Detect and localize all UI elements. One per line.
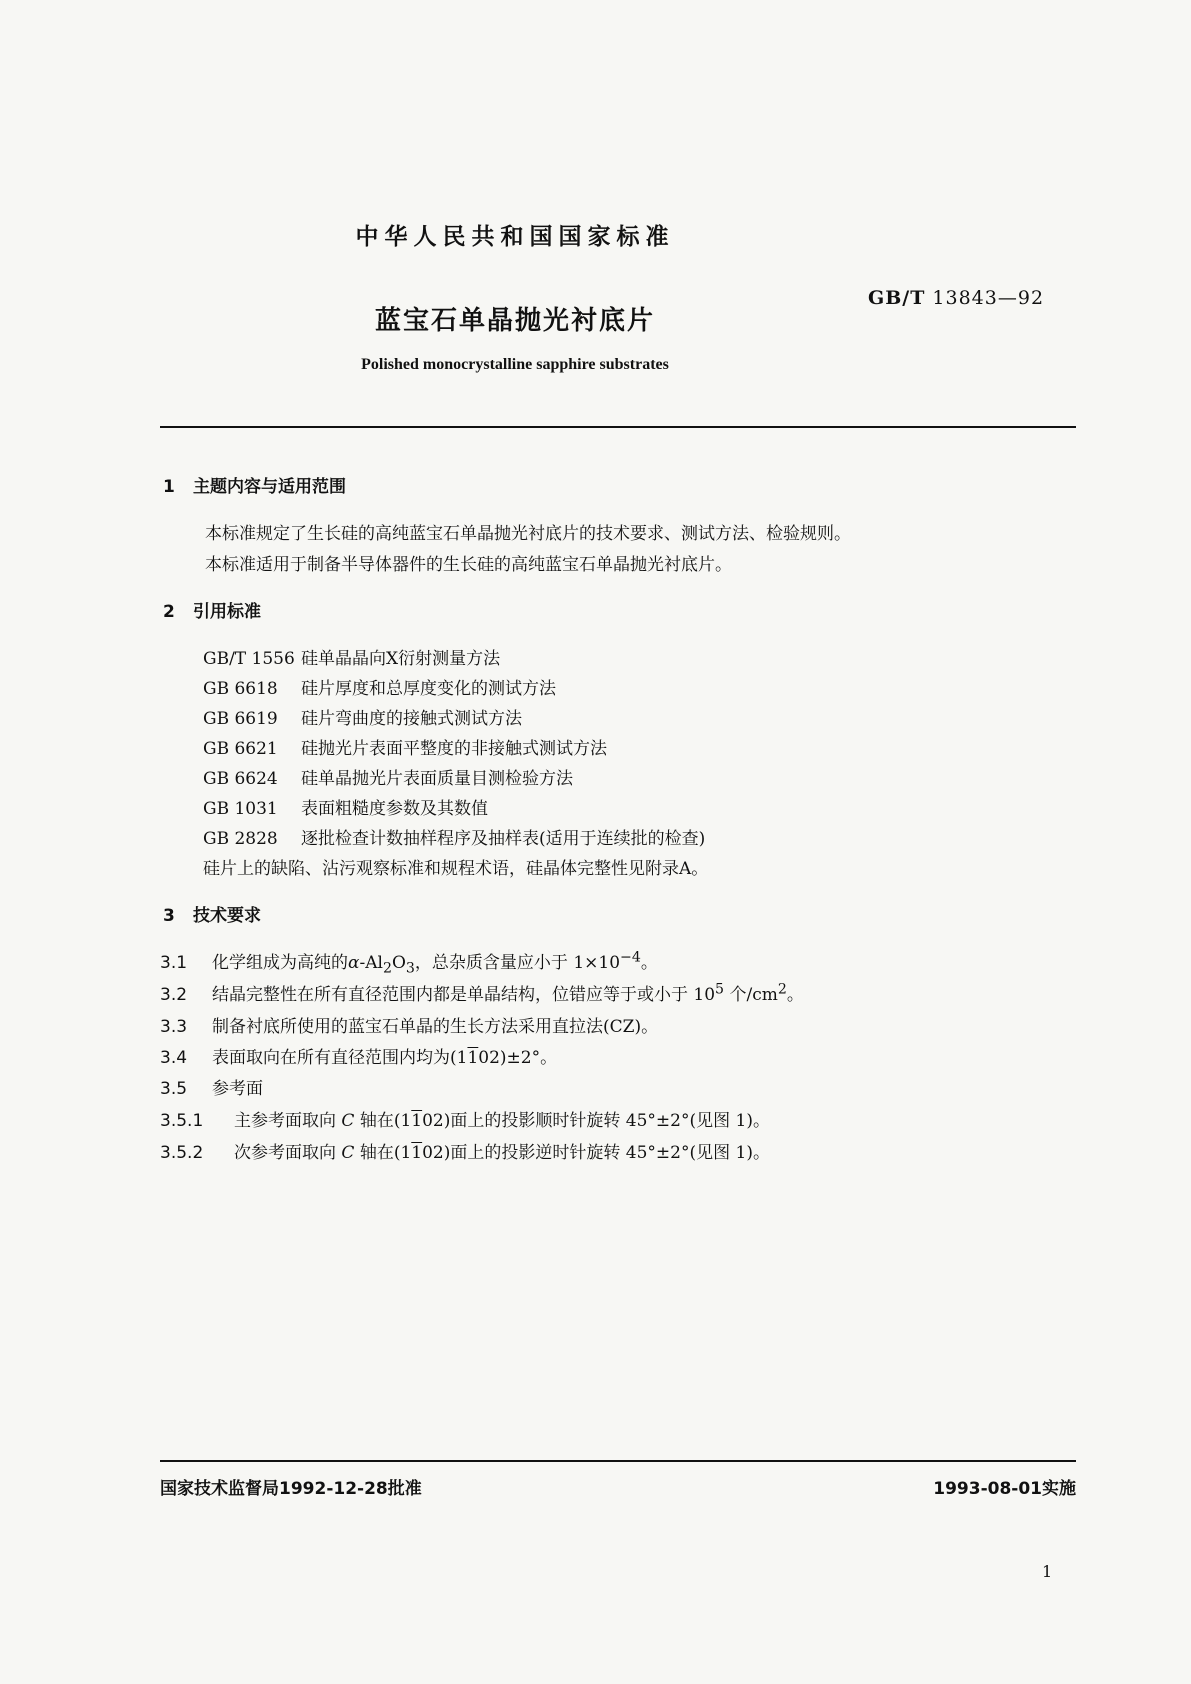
axis-symbol: C: [341, 1143, 355, 1163]
header-divider: [160, 426, 1076, 428]
section-3-heading: [163, 901, 261, 926]
reference-code: GB 6624: [203, 769, 278, 789]
clause-text: 制备衬底所使用的蓝宝石单晶的生长方法采用直拉法(CZ)。: [212, 1017, 659, 1037]
approval-date: 国家技术监督局1992-12-28批准: [160, 1479, 422, 1499]
reference-item: [203, 704, 522, 729]
clause-3-3: [160, 1012, 658, 1037]
reference-item: [203, 764, 573, 789]
clause-text: ，总杂质含量应小于 1×10: [414, 953, 621, 973]
reference-item: [203, 674, 556, 699]
clause-number: 3.5.2: [160, 1143, 204, 1163]
reference-item: [203, 794, 488, 819]
reference-title: 逐批检查计数抽样程序及抽样表(适用于连续批的检查): [301, 829, 706, 849]
reference-title: 硅抛光片表面平整度的非接触式测试方法: [301, 739, 607, 759]
subscript: 2: [382, 960, 392, 977]
clause-number: 3.2: [160, 985, 188, 1005]
superscript: −4: [620, 949, 641, 966]
clause-number: 3.3: [160, 1017, 188, 1037]
clause-3-1: [160, 948, 658, 976]
page-number: 1: [1042, 1562, 1053, 1581]
national-standard-heading: 中华人民共和国国家标准: [355, 224, 675, 250]
section-1-paragraph-2: 本标准适用于制备半导体器件的生长硅的高纯蓝宝石单晶抛光衬底片。: [205, 555, 732, 575]
section-number: 2: [163, 602, 175, 622]
clause-text: 02)面上的投影顺时针旋转 45°±2°(见图 1)。: [422, 1111, 770, 1131]
subscript: 3: [405, 960, 415, 977]
alpha-symbol: α: [348, 953, 360, 973]
axis-symbol: C: [341, 1111, 355, 1131]
clause-text: 主参考面取向: [234, 1111, 336, 1131]
reference-title: 硅单晶晶向X衍射测量方法: [301, 649, 501, 669]
section-2-heading: [163, 597, 261, 622]
reference-item: [203, 644, 500, 669]
clause-number: 3.4: [160, 1048, 188, 1068]
section-title: 主题内容与适用范围: [193, 477, 346, 497]
clause-text: 轴在(1: [359, 1143, 412, 1163]
reference-title: 表面粗糙度参数及其数值: [301, 799, 488, 819]
standard-prefix: GB/T: [868, 287, 926, 309]
section-number: 3: [163, 906, 175, 926]
section-title: 技术要求: [193, 906, 261, 926]
reference-item: [203, 824, 705, 849]
clause-number: 3.5.1: [160, 1111, 204, 1131]
reference-note: 硅片上的缺陷、沾污观察标准和规程术语，硅晶体完整性见附录A。: [203, 859, 709, 879]
superscript: 2: [777, 981, 787, 998]
overbar-digit: 1: [411, 1143, 423, 1163]
reference-title: 硅片厚度和总厚度变化的测试方法: [301, 679, 556, 699]
clause-3-5-2: [160, 1138, 770, 1163]
overbar-digit: 1: [467, 1048, 479, 1068]
superscript: 5: [715, 981, 725, 998]
reference-code: GB/T 1556: [203, 649, 295, 669]
standard-code: 13843—92: [932, 287, 1045, 309]
clause-text: 02)面上的投影逆时针旋转 45°±2°(见图 1)。: [422, 1143, 770, 1163]
reference-code: GB 2828: [203, 829, 278, 849]
clause-3-4: [160, 1043, 557, 1068]
clause-text: 。: [640, 953, 658, 973]
section-title: 引用标准: [193, 602, 261, 622]
reference-code: GB 6619: [203, 709, 278, 729]
footer-divider: [160, 1460, 1076, 1462]
clause-text: 02)±2°。: [478, 1048, 558, 1068]
effective-date: 1993-08-01实施: [933, 1479, 1076, 1499]
clause-3-5-1: [160, 1106, 770, 1131]
clause-text: -Al: [359, 953, 383, 973]
clause-text: O: [391, 953, 406, 973]
overbar-digit: 1: [411, 1111, 423, 1131]
reference-item: [203, 734, 607, 759]
reference-title: 硅片弯曲度的接触式测试方法: [301, 709, 522, 729]
section-number: 1: [163, 477, 175, 497]
clause-text: 参考面: [212, 1079, 263, 1099]
clause-number: 3.1: [160, 953, 188, 973]
clause-text: 次参考面取向: [234, 1143, 336, 1163]
clause-text: 化学组成为高纯的: [212, 953, 348, 973]
clause-3-2: [160, 980, 804, 1005]
reference-code: GB 1031: [203, 799, 278, 819]
section-1-heading: [163, 472, 346, 497]
reference-code: GB 6618: [203, 679, 278, 699]
reference-title: 硅单晶抛光片表面质量目测检验方法: [301, 769, 573, 789]
document-title-en: Polished monocrystalline sapphire substrates: [361, 356, 669, 373]
clause-3-5: [160, 1074, 263, 1099]
clause-text: 个/cm: [724, 985, 778, 1005]
clause-text: 。: [786, 985, 804, 1005]
reference-code: GB 6621: [203, 739, 278, 759]
document-title-zh: 蓝宝石单晶抛光衬底片: [374, 306, 655, 336]
clause-number: 3.5: [160, 1079, 188, 1099]
clause-text: 结晶完整性在所有直径范围内都是单晶结构，位错应等于或小于 10: [212, 985, 716, 1005]
clause-text: 表面取向在所有直径范围内均为(1: [212, 1048, 468, 1068]
section-1-paragraph-1: 本标准规定了生长硅的高纯蓝宝石单晶抛光衬底片的技术要求、测试方法、检验规则。: [205, 524, 851, 544]
clause-text: 轴在(1: [359, 1111, 412, 1131]
